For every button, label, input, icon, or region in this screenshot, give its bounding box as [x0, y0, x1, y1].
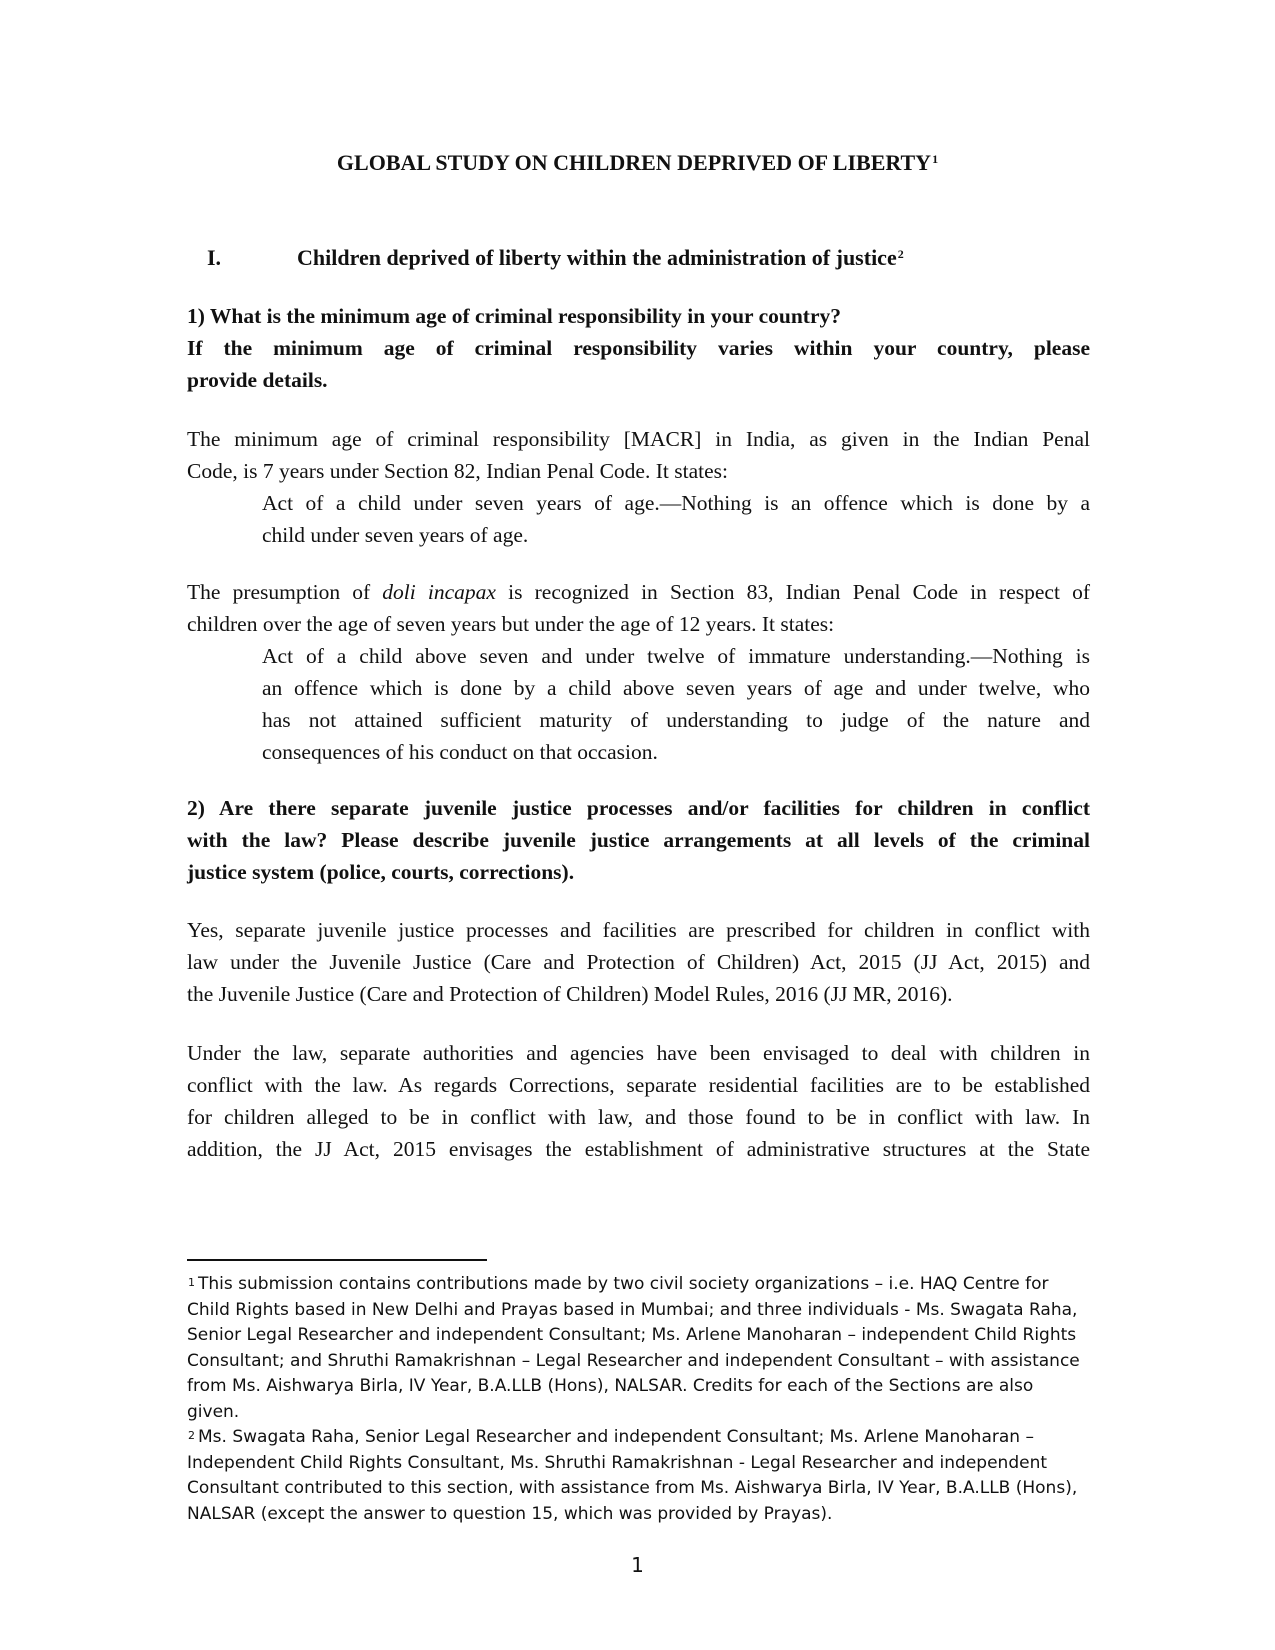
paragraph-authorities	[187, 1037, 1090, 1165]
document-title: GLOBAL STUDY ON CHILDREN DEPRIVED OF LIBERTY$^1$	[336, 150, 939, 175]
paragraph-line: Yes, separate juvenile justice processes and facilities are prescribed for children in conflict with	[187, 918, 1090, 942]
footnote-2	[187, 1425, 1090, 1527]
footnote-line: $^1$ This submission contains contributions made by two civil society organizations – i.e. HAQ Centre for	[188, 1274, 1049, 1294]
question-2-line: with the law? Please describe juvenile justice arrangements at all levels of the criminal	[187, 828, 1090, 852]
footnote-line: from Ms. Aishwarya Birla, IV Year, B.A.LLB (Hons), NALSAR. Credits for each of the Sections are also given.	[187, 1376, 1034, 1422]
quote-line: Act of a child under seven years of age.—Nothing is an offence which is done by a	[262, 491, 1090, 515]
section-title: Children deprived of liberty within the administration of justice	[297, 245, 897, 270]
footnote-line: $^2$ Ms. Swagata Raha, Senior Legal Researcher and independent Consultant; Ms. Arlene Manoharan –	[188, 1427, 1034, 1447]
paragraph-line: The minimum age of criminal responsibility [MACR] in India, as given in the Indian Penal	[187, 427, 1090, 451]
footnotes	[187, 1272, 1090, 1527]
section-number: I.	[207, 245, 222, 270]
paragraph-jj-act	[187, 914, 1090, 1010]
paragraph-line: the Juvenile Justice (Care and Protection of Children) Model Rules, 2016 (JJ MR, 2016).	[187, 982, 953, 1006]
footnote-2-mark: 2	[188, 1429, 195, 1442]
question-2	[187, 792, 1090, 888]
paragraph-line: addition, the JJ Act, 2015 envisages the establishment of administrative structures at the State	[187, 1137, 1090, 1161]
quote-line: an offence which is done by a child above seven years of age and under twelve, who	[262, 676, 1090, 700]
question-2-line: 2) Are there separate juvenile justice processes and/or facilities for children in conflict	[187, 796, 1090, 820]
question-1	[187, 300, 1090, 396]
paragraph-line: The presumption of doli incapax is recognized in Section 83, Indian Penal Code in respect of	[187, 580, 1090, 604]
paragraph-line: children over the age of seven years but under the age of 12 years. It states:	[187, 612, 835, 636]
quote-line: consequences of his conduct on that occasion.	[262, 740, 658, 764]
quote-section-83	[187, 640, 1090, 768]
footnote-line: Senior Legal Researcher and independent Consultant; Ms. Arlene Manoharan – independent Child Rights	[187, 1325, 1077, 1345]
footnote-divider	[187, 1259, 487, 1261]
paragraph-line: for children alleged to be in conflict with law, and those found to be in conflict with law. In	[187, 1105, 1090, 1129]
footnote-line: Independent Child Rights Consultant, Ms. Shruthi Ramakrishnan - Legal Researcher and independent	[187, 1452, 1048, 1473]
footnote-1-mark: 1	[188, 1276, 195, 1289]
paragraph-line: conflict with the law. As regards Corrections, separate residential facilities are to be established	[187, 1073, 1090, 1097]
title-footnote-ref[interactable]: 1	[932, 152, 939, 166]
footnote-line: Consultant contributed to this section, with assistance from Ms. Aishwarya Birla, IV Year, B.A.LLB (Hons),	[187, 1478, 1078, 1498]
question-2-line: justice system (police, courts, corrections).	[187, 860, 575, 884]
footnote-1	[187, 1272, 1090, 1425]
footnote-line: NALSAR (except the answer to question 15, which was provided by Prayas).	[187, 1503, 833, 1524]
question-1-line: If the minimum age of criminal responsibility varies within your country, please	[187, 336, 1090, 360]
question-1-line: 1) What is the minimum age of criminal responsibility in your country?	[187, 304, 841, 328]
question-1-line: provide details.	[187, 368, 328, 392]
paragraph-line: Under the law, separate authorities and agencies have been envisaged to deal with children in	[187, 1041, 1090, 1065]
section-heading	[207, 243, 1107, 273]
doli-incapax-term: doli incapax	[382, 580, 496, 604]
paragraph-doli-incapax	[187, 576, 1090, 768]
paragraph-line: law under the Juvenile Justice (Care and Protection of Children) Act, 2015 (JJ Act, 2015) and	[187, 950, 1090, 974]
paragraph-macr	[187, 423, 1090, 551]
quote-line: Act of a child above seven and under twelve of immature understanding.—Nothing is	[262, 644, 1090, 668]
paragraph-line: Code, is 7 years under Section 82, Indian Penal Code. It states:	[187, 459, 728, 483]
section-footnote-ref[interactable]: 2	[897, 247, 904, 261]
footnote-line: Child Rights based in New Delhi and Prayas based in Mumbai; and three individuals - Ms. Swagata Raha,	[187, 1299, 1078, 1320]
quote-section-82	[187, 487, 1090, 551]
footnote-line: Consultant; and Shruthi Ramakrishnan – Legal Researcher and independent Consultant – with assistance	[187, 1350, 1080, 1371]
quote-line: child under seven years of age.	[262, 523, 529, 547]
quote-line: has not attained sufficient maturity of understanding to judge of the nature and	[262, 708, 1090, 732]
page-number: 1	[631, 1553, 644, 1577]
